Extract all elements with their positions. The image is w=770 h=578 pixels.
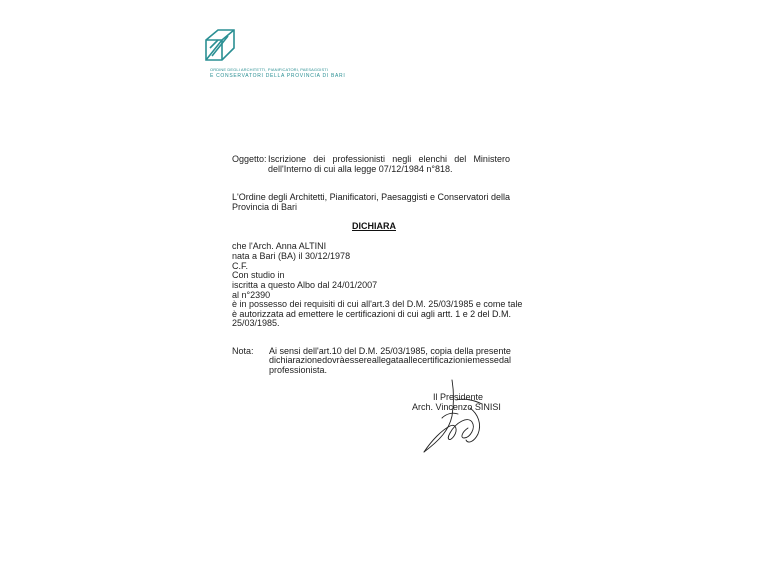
note-line-2 [269, 355, 511, 365]
subject-word: professionisti [332, 154, 385, 164]
detail-studio: Con studio in [232, 270, 285, 280]
note-word: sensi [279, 346, 301, 356]
requirements-word: 2 [470, 309, 476, 319]
note-label: Nota: [232, 346, 254, 356]
requirements-word: di [397, 309, 405, 319]
note-word: copia [430, 346, 452, 356]
requirements-line-1: è in possesso dei requisiti di cui all'art.3 del D.M. 25/03/1985 e come tale [232, 299, 523, 309]
intro-word: Paesaggisti [381, 192, 428, 202]
detail-number: al n°2390 [232, 290, 271, 300]
detail-registration: iscritta a questo Albo dal 24/01/2007 [232, 280, 378, 290]
requirements-word: certificazioni [345, 309, 396, 319]
requirements-word: e [462, 309, 468, 319]
note-word: Ai [269, 346, 278, 356]
requirements-word: emettere [298, 309, 334, 319]
president-title: Il Presidente [433, 392, 484, 402]
detail-fiscal-code: C.F. [232, 261, 249, 271]
requirements-word: D.M. [491, 309, 511, 319]
note-word: della [454, 346, 474, 356]
subject-word: Ministero [473, 154, 510, 164]
subject-line-1 [268, 154, 510, 164]
intro-word: Conservatori [437, 192, 489, 202]
intro-word: e [430, 192, 436, 202]
logo-text-line1: ORDINE DEGLI ARCHITETTI, PIANIFICATORI, PAESAGGISTI [210, 67, 329, 72]
note-word: dovrà [322, 355, 345, 365]
subject-label: Oggetto: [232, 154, 267, 164]
detail-birth: nata a Bari (BA) il 30/12/1978 [232, 251, 351, 261]
requirements-word: agli [420, 309, 435, 319]
note-word: 25/03/1985, [380, 346, 428, 356]
requirements-word: cui [407, 309, 419, 319]
subject-word: elenchi [418, 154, 447, 164]
note-word: alle [403, 355, 418, 365]
note-line-3: professionista. [269, 365, 328, 375]
requirements-word: le [336, 309, 344, 319]
note-word: D.M. [358, 346, 378, 356]
architects-order-logo-icon [202, 26, 238, 64]
intro-line-2: Provincia di Bari [232, 202, 298, 212]
note-word: essere [344, 355, 372, 365]
subject-word: negli [392, 154, 412, 164]
president-name: Arch. Vincenzo SINISI [412, 402, 501, 412]
requirements-word: artt. [437, 309, 453, 319]
note-word: dell'art.10 [303, 346, 342, 356]
requirements-word: del [477, 309, 490, 319]
note-word: del [344, 346, 357, 356]
logo-text-line2: E CONSERVATORI DELLA PROVINCIA DI BARI [210, 73, 346, 79]
intro-word: L'Ordine [232, 192, 266, 202]
requirements-word: ad [285, 309, 296, 319]
requirements-line-3: 25/03/1985. [232, 318, 280, 328]
subject-word: dei [313, 154, 326, 164]
subject-word: del [454, 154, 467, 164]
intro-word: Pianificatori, [329, 192, 379, 202]
note-word: dichiarazione [269, 355, 323, 365]
requirements-word: è [232, 309, 238, 319]
handwritten-signature-icon [412, 378, 502, 456]
declaration-heading: DICHIARA [352, 221, 396, 231]
intro-word: degli [268, 192, 288, 202]
intro-line-1 [232, 192, 510, 202]
intro-word: della [490, 192, 510, 202]
subject-line-2: dell'Interno di cui alla legge 07/12/1984 n°818. [268, 164, 453, 174]
intro-word: Architetti, [289, 192, 328, 202]
note-word: emesse [467, 355, 499, 365]
note-word: presente [475, 346, 511, 356]
note-word: certificazioni [417, 355, 468, 365]
note-word: allegata [371, 355, 404, 365]
requirements-word: 1 [455, 309, 461, 319]
note-word: dal [498, 355, 511, 365]
requirements-word: autorizzata [239, 309, 284, 319]
subject-word: Iscrizione [268, 154, 307, 164]
detail-name: che l'Arch. Anna ALTINI [232, 241, 327, 251]
